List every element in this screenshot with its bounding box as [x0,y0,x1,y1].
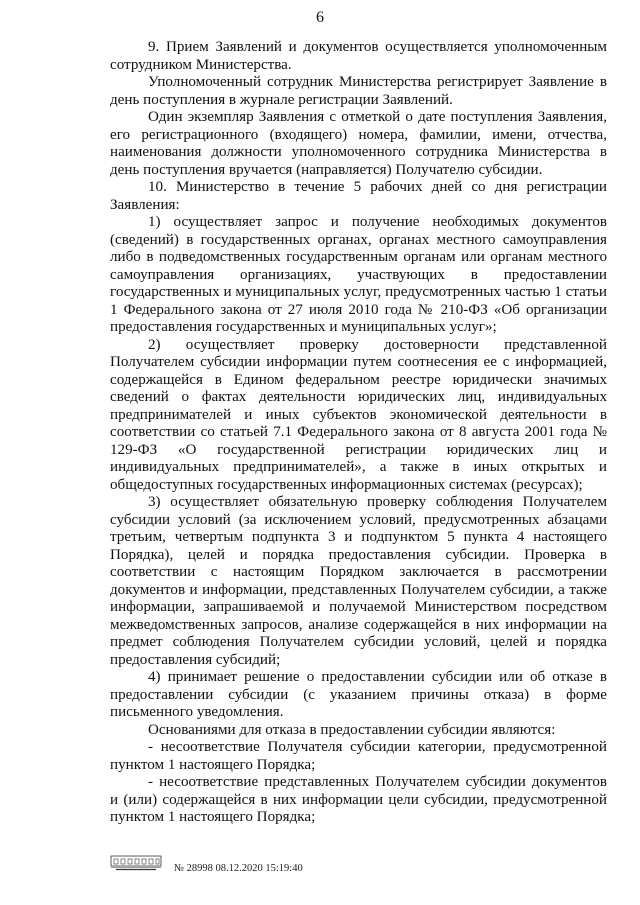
refusal-ground-2: - несоответствие представленных Получателем субсидии документов и (или) содержащейся в них информации цели субсидии, предусмотренной пунктом 1 настоящего Порядка; [110,774,607,825]
subitem-1: 1) осуществляет запрос и получение необходимых документов (сведений) в государственных органах, органах местного самоуправления либо в подведомственных государственным органам или органам местного самоуправления организациях, участвующих в предоставлении государственных и муниципальных услуг, предусмотренных частью 1 статьи 1 Федерального закона от 27 июля 2010 года № 210-ФЗ «Об организации предоставления государственных и муниципальных услуг»; [110,214,607,335]
government-building-stamp-icon [110,854,162,872]
paragraph-copy: Один экземпляр Заявления с отметкой о дате поступления Заявления, его регистрационного (входящего) номера, фамилии, имени, отчества, наименования должности уполномоченного сотрудника Министерства в день поступления вручается (направляется) Получателю субсидии. [110,109,607,178]
document-body [110,39,607,827]
subitem-3: 3) осуществляет обязательную проверку соблюдения Получателем субсидии условий (за исключением условий, предусмотренных абзацами третьим, четвертым подпункта 3 и подпунктом 5 пункта 4 настоящего Порядка), целей и порядка предоставления субсидии. Проверка в соответствии с настоящим Порядком заключается в рассмотрении документов и информации, представленных Получателем субсидии, а также информации, запрашиваемой и получаемой Министерством посредством межведомственных запросов, анализе содержащейся в них информации на предмет соблюдения Получателем субсидии условий, целей и порядка предоставления субсидий; [110,494,607,668]
registration-stamp: № 28998 08.12.2020 15:19:40 [174,863,303,874]
page-number: 6 [316,9,324,26]
subitem-2: 2) осуществляет проверку достоверности представленной Получателем субсидии информации путем соотнесения ее с информацией, содержащейся в Едином федеральном реестре юридически значимых сведений о фактах деятельности юридических лиц, индивидуальных предпринимателей и иных субъектов экономической деятельности в соответствии со статьей 7.1 Федерального закона от 8 августа 2001 года № 129-ФЗ «О государственной регистрации юридических лиц и индивидуальных предпринимателей», а также в иных открытых и общедоступных государственных информационных системах (ресурсах); [110,336,607,493]
page-footer [110,848,530,888]
paragraph-9: 9. Прием Заявлений и документов осуществляется уполномоченным сотрудником Министерства. [110,39,607,73]
refusal-ground-1: - несоответствие Получателя субсидии категории, предусмотренной пунктом 1 настоящего Порядка; [110,739,607,773]
subitem-4: 4) принимает решение о предоставлении субсидии или об отказе в предоставлении субсидии (с указанием причины отказа) в форме письменного уведомления. [110,669,607,720]
refusal-grounds-heading: Основаниями для отказа в предоставлении субсидии являются: [148,721,556,738]
paragraph-10: 10. Министерство в течение 5 рабочих дней со дня регистрации Заявления: [110,179,607,213]
paragraph-registration: Уполномоченный сотрудник Министерства регистрирует Заявление в день поступления в журнале регистрации Заявлений. [110,74,607,108]
